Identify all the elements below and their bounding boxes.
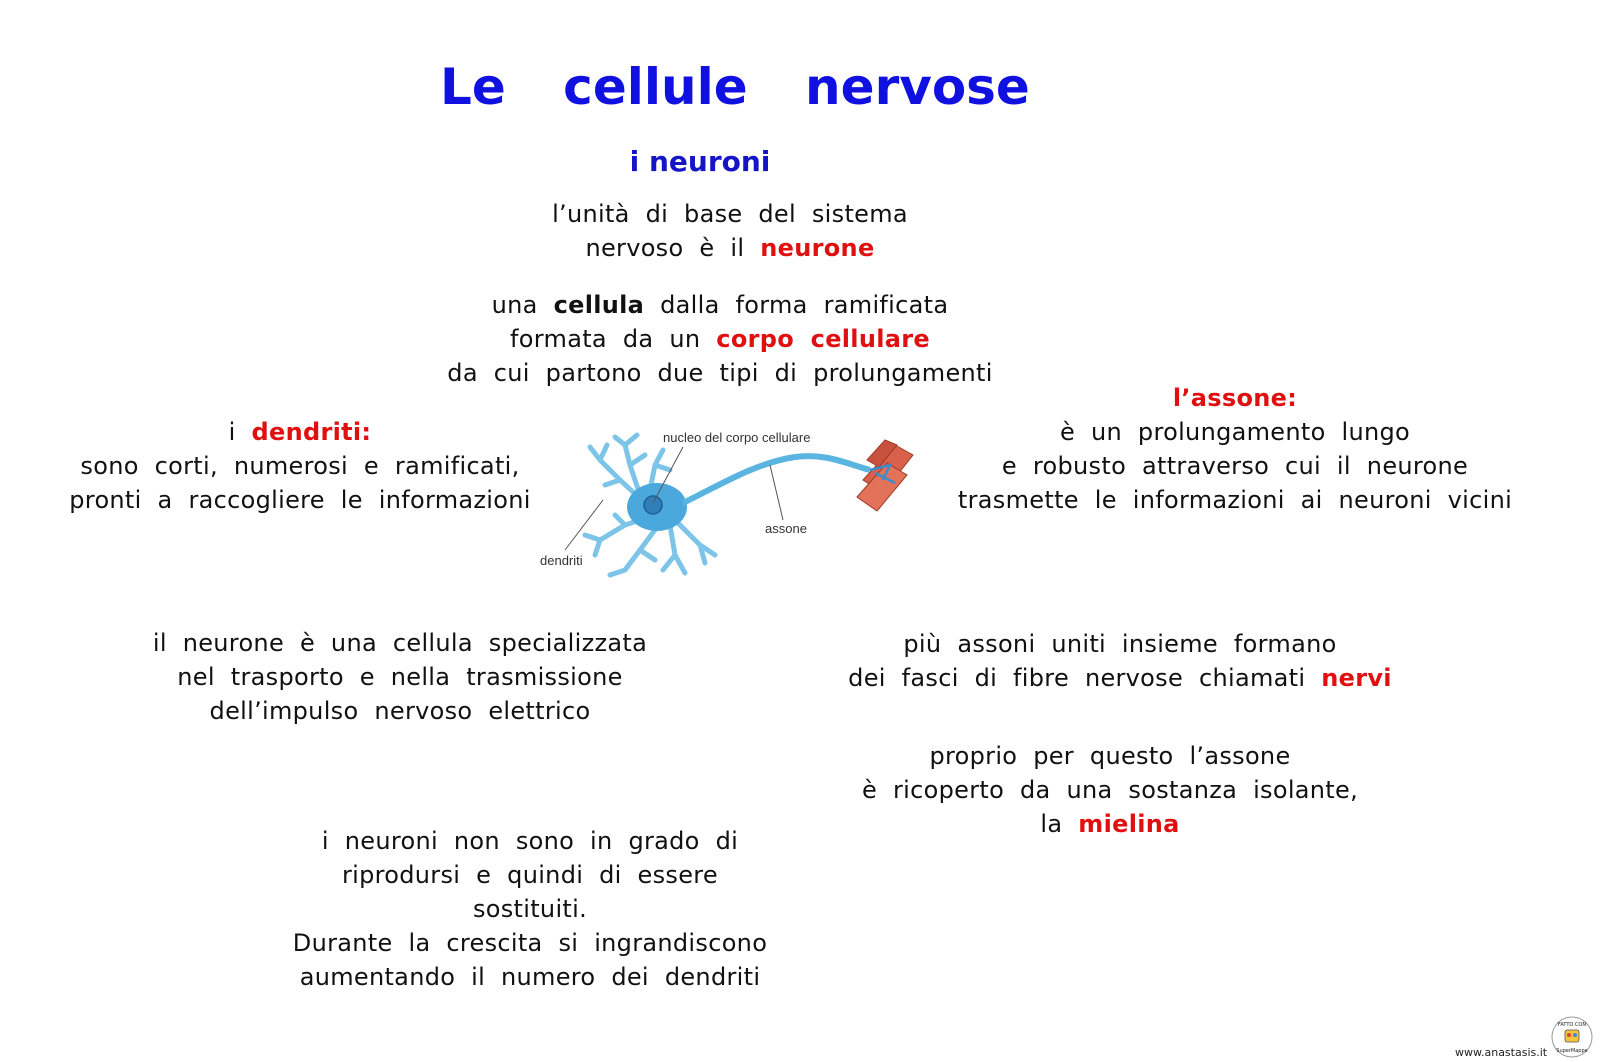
axon-fiber <box>683 456 870 503</box>
reproduction-line-4: Durante la crescita si ingrandiscono <box>292 929 768 957</box>
axon-text <box>930 381 1540 517</box>
page-title: Le cellule nervose <box>440 58 1030 116</box>
dendrites-line-1: sono corti, numerosi e ramificati, <box>80 452 520 480</box>
nerves-line-2-text: dei fasci di fibre nervose chiamati <box>848 664 1306 692</box>
intro-line-2-text: nervoso è il <box>585 234 745 262</box>
dendrites-line-2: pronti a raccogliere le informazioni <box>69 486 531 514</box>
axon-line-1: è un prolungamento lungo <box>1059 418 1411 446</box>
page-subtitle: i neuroni <box>629 145 771 178</box>
definition-line-2-pre: formata da un <box>510 325 701 353</box>
definition-line-1-pre: una <box>491 291 538 319</box>
neuron-illustration <box>540 425 950 585</box>
cell-nucleus <box>644 496 662 514</box>
specialized-line-3: dell’impulso nervoso elettrico <box>209 697 591 725</box>
dendrites-heading <box>40 415 560 449</box>
dendrites-text <box>40 415 560 517</box>
reproduction-line-2: riprodursi e quindi di essere <box>341 861 719 889</box>
badge-bottom-text: SuperMappe <box>1556 1048 1588 1054</box>
keyword-nervi: nervi <box>1321 664 1392 692</box>
axon-line-3: trasmette le informazioni ai neuroni vicini <box>957 486 1513 514</box>
definition-line-1-post: dalla forma ramificata <box>660 291 949 319</box>
myelin-text <box>850 739 1370 841</box>
keyword-mielina: mielina <box>1078 810 1180 838</box>
nerves-text <box>820 627 1420 695</box>
label-axon: assone <box>765 521 807 536</box>
definition-line-3: da cui partono due tipi di prolungamenti <box>447 359 993 387</box>
axon-heading: l’assone: <box>1172 384 1298 412</box>
myelin-line-3 <box>850 807 1370 841</box>
nerves-line-1: più assoni uniti insieme formano <box>903 630 1337 658</box>
keyword-neurone: neurone <box>760 234 875 262</box>
keyword-dendriti: dendriti: <box>251 418 372 446</box>
specialized-line-2: nel trasporto e nella trasmissione <box>177 663 623 691</box>
label-dendrites: dendriti <box>540 553 583 568</box>
specialized-line-1: il neurone è una cellula specializzata <box>152 629 648 657</box>
intro-line-1: l’unità di base del sistema <box>552 200 908 228</box>
keyword-cellula: cellula <box>553 291 645 319</box>
reproduction-line-3: sostituiti. <box>472 895 588 923</box>
nerves-line-2 <box>820 661 1420 695</box>
dendrites-heading-pre: i <box>228 418 236 446</box>
intro-line-2 <box>480 231 980 265</box>
myelin-line-2: è ricoperto da una sostanza isolante, <box>861 776 1359 804</box>
badge-top-text: FATTO CON <box>1557 1022 1587 1028</box>
myelin-line-3-pre: la <box>1040 810 1063 838</box>
footer-website-link[interactable]: www.anastasis.it <box>1455 1046 1548 1059</box>
reproduction-line-5: aumentando il numero dei dendriti <box>299 963 761 991</box>
myelin-line-1: proprio per questo l’assone <box>929 742 1291 770</box>
label-nucleus: nucleo del corpo cellulare <box>663 430 811 445</box>
definition-text <box>430 288 1010 390</box>
supermappe-badge-icon <box>1550 1015 1594 1059</box>
reproduction-text <box>260 824 800 994</box>
muscle-fiber-bundle <box>857 440 913 511</box>
definition-line-2 <box>430 322 1010 356</box>
definition-line-1 <box>430 288 1010 322</box>
intro-text <box>480 197 980 265</box>
axon-line-2: e robusto attraverso cui il neurone <box>1001 452 1469 480</box>
reproduction-line-1: i neuroni non sono in grado di <box>321 827 739 855</box>
keyword-corpo-cellulare: corpo cellulare <box>716 325 930 353</box>
specialized-text <box>110 626 690 728</box>
axon-pointer-line <box>770 465 783 520</box>
